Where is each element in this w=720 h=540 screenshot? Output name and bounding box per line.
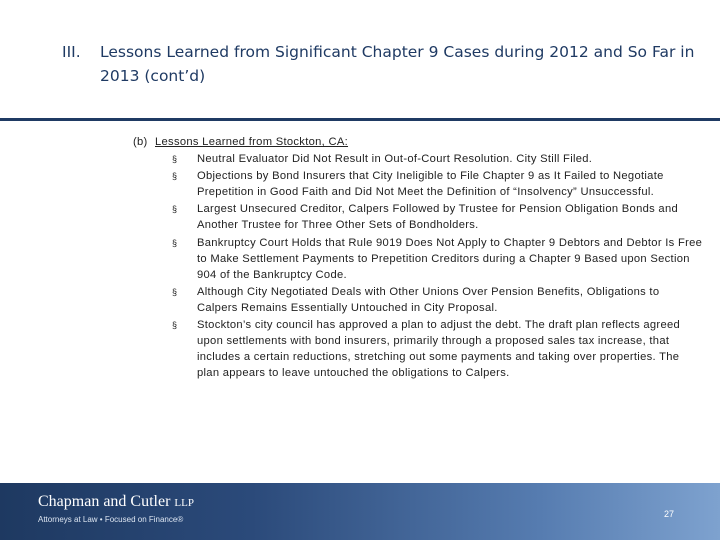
- bullet-list: [133, 151, 703, 381]
- bullet-item: [133, 317, 703, 381]
- title-divider: [0, 118, 720, 121]
- title-area: [0, 0, 720, 118]
- firm-name: Chapman and Cutler: [38, 493, 171, 510]
- subheading-title: Lessons Learned from Stockton, CA:: [155, 136, 349, 148]
- bullet-text: Bankruptcy Court Holds that Rule 9019 Does Not Apply to Chapter 9 Debtors and Debtor Is Free to Make Settlement Payments to Prepetition Creditors during a Chapter 9 Based upon Section 904 of the Bankruptcy Code.: [197, 236, 703, 281]
- subheading: [133, 136, 703, 148]
- firm-logo: [38, 493, 194, 511]
- bullet-marker: §: [172, 319, 178, 330]
- bullet-marker: §: [172, 154, 178, 164]
- title-text: Lessons Learned from Significant Chapter 9 Cases during 2012 and So Far in 2013 (cont’d): [100, 43, 695, 85]
- bullet-marker: §: [172, 171, 178, 182]
- bullet-item: [133, 235, 703, 283]
- slide-title: [62, 40, 702, 88]
- firm-suffix: LLP: [174, 497, 194, 509]
- subheading-label: (b): [133, 136, 148, 148]
- section-number: III.: [62, 43, 81, 61]
- bullet-item: [133, 151, 703, 167]
- bullet-text: Neutral Evaluator Did Not Result in Out-of-Court Resolution. City Still Filed.: [197, 153, 593, 165]
- bullet-text: Stockton’s city council has approved a plan to adjust the debt. The draft plan reflects agreed upon settlements with bond insurers, primarily through a proposed sales tax increase, that includes a certain reductions, stretching out some payments and taking over properties. The plan appears to leave untouched the obligations to Calpers.: [197, 318, 681, 379]
- bullet-text: Although City Negotiated Deals with Other Unions Over Pension Benefits, Obligations to Calpers Remains Essentially Untouched in City Proposal.: [197, 285, 660, 314]
- bullet-marker: §: [172, 286, 178, 297]
- page-number: 27: [664, 509, 675, 519]
- bullet-marker: §: [172, 237, 178, 248]
- bullet-item: [133, 201, 703, 233]
- bullet-text: Objections by Bond Insurers that City Ineligible to File Chapter 9 as It Failed to Negotiate Prepetition in Good Faith and Did Not Meet the Definition of “Insolvency” Unsuccessful.: [197, 170, 664, 199]
- bullet-marker: §: [172, 204, 178, 215]
- bullet-item: [133, 168, 703, 200]
- footer-band: [0, 483, 720, 540]
- bullet-item: [133, 284, 703, 316]
- bullet-text: Largest Unsecured Creditor, Calpers Followed by Trustee for Pension Obligation Bonds and Another Trustee for Three Other Sets of Bondholders.: [197, 203, 678, 232]
- slide-content: [133, 136, 703, 382]
- firm-tagline: Attorneys at Law • Focused on Finance®: [38, 515, 184, 524]
